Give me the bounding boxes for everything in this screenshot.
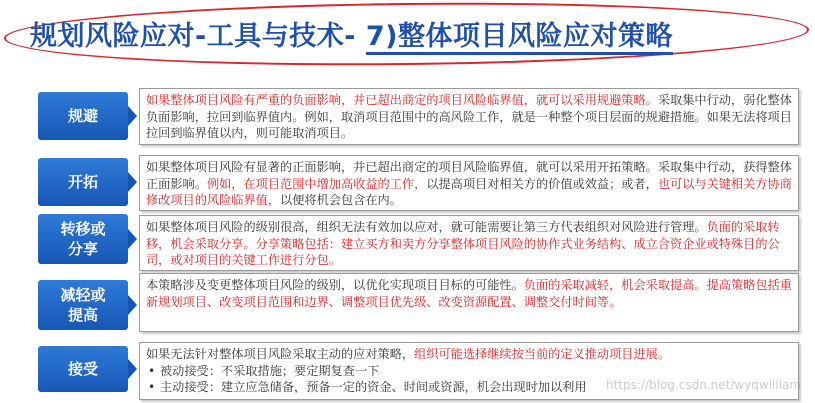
arrow-icon <box>128 229 137 249</box>
emphasis-text: 组织可能选择继续按当前的定义推动项目进展。 <box>414 347 671 361</box>
strategy-label: 减轻或 提高 <box>38 280 128 330</box>
arrow-icon <box>128 106 137 126</box>
strategy-description <box>139 88 799 145</box>
emphasis-text: 例如，在项目范围中增加高收益的工作， <box>206 176 427 191</box>
body-text: 如果整体项目风险的级别很高，组织无法有效加以应对，就可能需要让第三方代表组织对风险进行管理。 <box>146 220 707 234</box>
bullet-item: • 主动接受：建立应急储备，预备一定的资金、时间或资源，机会出现时加以利用 <box>146 379 792 396</box>
body-text: 本策略涉及变更整体项目风险的级别，以优化实现项目目标的可能性。 <box>146 278 524 292</box>
body-text: 采取集中行动，弱化整体负面影响，拉回到临界值内。例如，取消项目范围中的高风险工作，就是一种整个项目层面的规避措施。如果无法将项目拉回到临界值以内，则可能取消项目。 <box>146 93 792 140</box>
strategy-description <box>139 273 799 332</box>
body-text: 以便将机会包含在内。 <box>280 193 402 207</box>
emphasis-text: 负面的采取减轻，机会采取提高。提高策略包括重新规划项目、改变项目范围和边界、调整项目优先级、改变资源配置、调整交付时间等。 <box>146 278 792 309</box>
strategy-label: 开拓 <box>38 158 128 206</box>
emphasis-text: 也可以与关键相关方协商修改项目的风险临界值， <box>146 176 792 207</box>
arrow-icon <box>128 295 137 315</box>
body-text: 以提高项目对相关方的价值或效益；或者， <box>426 176 658 191</box>
bullet-item: • 被动接受：不采取措施；要定期复查一下 <box>146 363 792 380</box>
watermark-text: https://blog.csdn.net/wyqwilliam <box>606 378 802 392</box>
strategy-label: 规避 <box>38 92 128 140</box>
strategy-label: 接受 <box>38 346 128 392</box>
arrow-icon <box>128 359 137 379</box>
strategy-label: 转移或 分享 <box>38 214 128 264</box>
emphasis-text: 负面的采取转移，机会采取分享。分享策略包括：建立买方和卖方分享整体项目风险的协作式业务结构、成立合资企业或特殊目的公司，或对项目的关键工作进行分包。 <box>146 220 780 267</box>
arrow-icon <box>128 172 137 192</box>
title-prefix: 规划风险应对-工具与技术- <box>30 21 366 52</box>
title-highlight: 7)整体项目风险应对策略 <box>366 21 673 55</box>
strategy-description <box>139 155 799 211</box>
strategy-description <box>139 215 799 271</box>
body-text: 如果无法针对整体项目风险采取主动的应对策略， <box>146 347 415 361</box>
body-text: 如果整体项目风险有显著的正面影响，并已超出商定的项目风险临界值，就可以采用开拓策略。采取集中行动，获得整体正面影响。 <box>146 160 792 191</box>
emphasis-text: 如果整体项目风险有严重的负面影响，并已超出商定的项目风险临界值，就可以采用规避策略。 <box>146 93 658 107</box>
page-title <box>30 14 673 53</box>
